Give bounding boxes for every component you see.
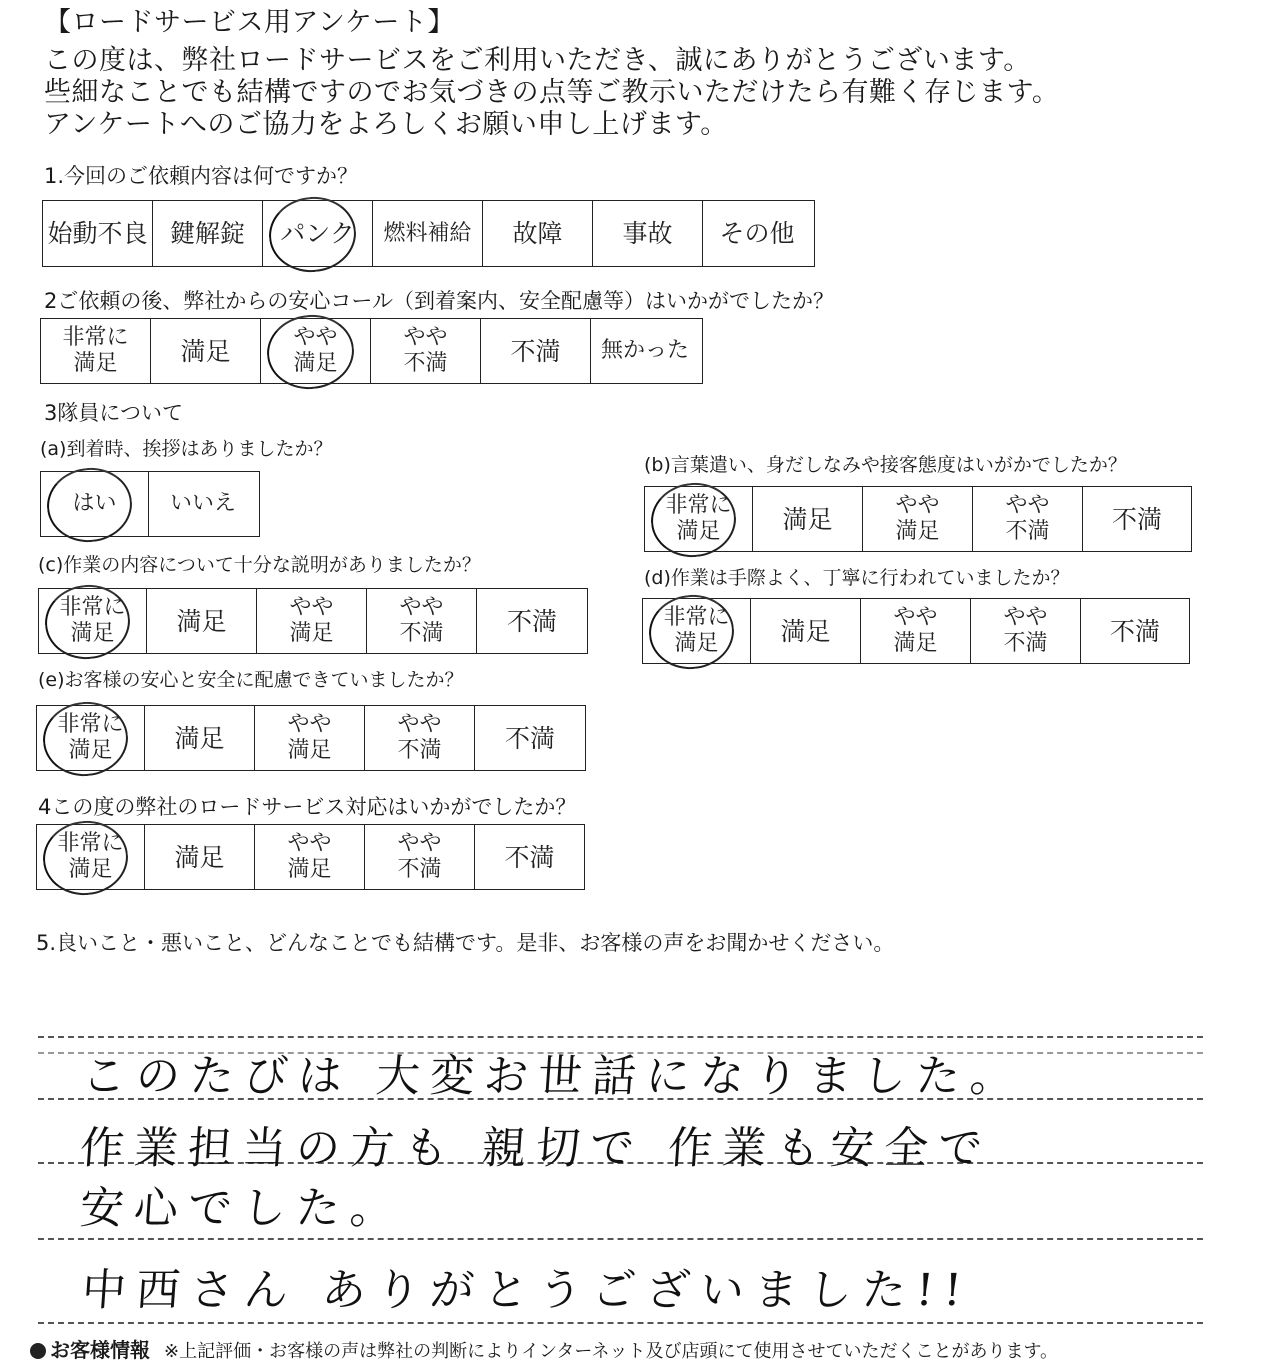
q3c-option-selected[interactable]: 非常に 満足	[39, 589, 147, 653]
q3b-option[interactable]: やや 不満	[973, 487, 1083, 551]
q1-option[interactable]: 鍵解錠	[153, 201, 263, 266]
comment-line	[38, 1238, 1203, 1240]
q3c-option[interactable]: 満足	[147, 589, 257, 653]
q3b-option-selected[interactable]: 非常に 満足	[645, 487, 753, 551]
q2-option[interactable]: 不満	[481, 319, 591, 383]
q3b-option[interactable]: 満足	[753, 487, 863, 551]
q1-option[interactable]: 事故	[593, 201, 703, 266]
question-3c-options	[38, 588, 588, 654]
comment-line-4: 中西さん ありがとうございました!!	[80, 1265, 974, 1316]
comment-line	[38, 1322, 1203, 1324]
q3e-option[interactable]: 不満	[504, 723, 555, 753]
intro-line-2: 些細なことでも結構ですのでお気づきの点等ご教示いただけたら有難く存じます。	[44, 77, 1060, 108]
customer-info-label: お客様情報	[50, 1338, 150, 1362]
question-4-title: 4この度の弊社のロードサービス対応はいかがでしたか？	[38, 795, 577, 819]
q3e-option[interactable]: やや 満足	[255, 706, 365, 770]
question-1-options	[42, 200, 815, 267]
question-3d-options	[642, 598, 1190, 664]
question-3b-options	[644, 486, 1192, 552]
q1-option[interactable]: 故障	[483, 201, 593, 266]
q3d-option-selected[interactable]: 非常に 満足	[643, 599, 751, 663]
question-5-title: 5.良いこと・悪いこと、どんなことでも結構です。是非、お客様の声をお聞かせください。	[36, 931, 895, 955]
q3a-option[interactable]: いいえ	[169, 491, 236, 516]
q4-option-selected[interactable]: 非常に 満足	[37, 825, 145, 889]
q1-option[interactable]: その他	[719, 219, 795, 248]
q3d-option[interactable]: 満足	[751, 599, 861, 663]
question-3e-title: (e)お客様の安心と安全に配慮できていましたか？	[38, 669, 464, 691]
question-3a-title: (a)到着時、挨拶はありましたか？	[40, 438, 333, 460]
q3a-option-selected[interactable]: はい	[41, 472, 149, 536]
q1-option-selected[interactable]: パンク	[263, 201, 373, 266]
question-3e-options	[36, 705, 586, 771]
comment-line-2: 作業担当の方も 親切で 作業も安全で	[78, 1123, 994, 1174]
question-3d-title: (d)作業は手際よく、丁寧に行われていましたか？	[644, 567, 1070, 589]
usage-note: ※上記評価・お客様の声は弊社の判断によりインターネット及び店頭にて使用させていただくことがあります。	[164, 1341, 1059, 1362]
q3e-option[interactable]: やや 不満	[365, 706, 475, 770]
q1-option[interactable]: 燃料補給	[373, 201, 483, 266]
q3e-option-selected[interactable]: 非常に 満足	[37, 706, 145, 770]
question-3b-title: (b)言葉遣い、身だしなみや接客態度はいがかでしたか？	[644, 454, 1127, 476]
comment-line-3: 安心でした。	[78, 1183, 406, 1234]
intro-line-3: アンケートへのご協力をよろしくお願い申し上げます。	[44, 109, 728, 140]
q3b-option[interactable]: やや 満足	[863, 487, 973, 551]
q3d-option[interactable]: やや 満足	[861, 599, 971, 663]
question-2-title: 2ご依頼の後、弊社からの安心コール（到着案内、安全配慮等）はいかがでしたか？	[44, 289, 834, 313]
survey-title: 【ロードサービス用アンケート】	[44, 7, 455, 38]
comment-line-1: このたびは 大変お世話になりました。	[80, 1051, 1026, 1102]
q2-option[interactable]: 満足	[151, 319, 261, 383]
question-2-options	[40, 318, 703, 384]
comment-line	[38, 1036, 1203, 1038]
intro-line-1: この度は、弊社ロードサービスをご利用いただき、誠にありがとうございます。	[44, 45, 1031, 76]
q2-option[interactable]: 非常に 満足	[41, 319, 151, 383]
q3c-option[interactable]: やや 満足	[257, 589, 367, 653]
question-3a-options	[40, 471, 260, 537]
question-3-title: 3隊員について	[44, 401, 183, 425]
q3e-option[interactable]: 満足	[145, 706, 255, 770]
question-4-options	[36, 824, 585, 890]
bullet-icon	[30, 1343, 46, 1359]
q2-option-selected[interactable]: やや 満足	[261, 319, 371, 383]
q3d-option[interactable]: やや 不満	[971, 599, 1081, 663]
q2-option[interactable]: やや 不満	[371, 319, 481, 383]
q4-option[interactable]: やや 満足	[255, 825, 365, 889]
customer-info-footer	[30, 1338, 1058, 1364]
q3d-option[interactable]: 不満	[1109, 616, 1160, 646]
q4-option[interactable]: やや 不満	[365, 825, 475, 889]
q4-option[interactable]: 満足	[145, 825, 255, 889]
q4-option[interactable]: 不満	[504, 842, 555, 872]
q3b-option[interactable]: 不満	[1111, 504, 1162, 534]
q3c-option[interactable]: 不満	[506, 606, 557, 636]
question-1-title: 1.今回のご依頼内容は何ですか？	[44, 164, 359, 188]
q2-option[interactable]: 無かった	[600, 338, 689, 363]
question-3c-title: (c)作業の内容について十分な説明がありましたか？	[38, 554, 481, 576]
q3c-option[interactable]: やや 不満	[367, 589, 477, 653]
q1-option[interactable]: 始動不良	[43, 201, 153, 266]
